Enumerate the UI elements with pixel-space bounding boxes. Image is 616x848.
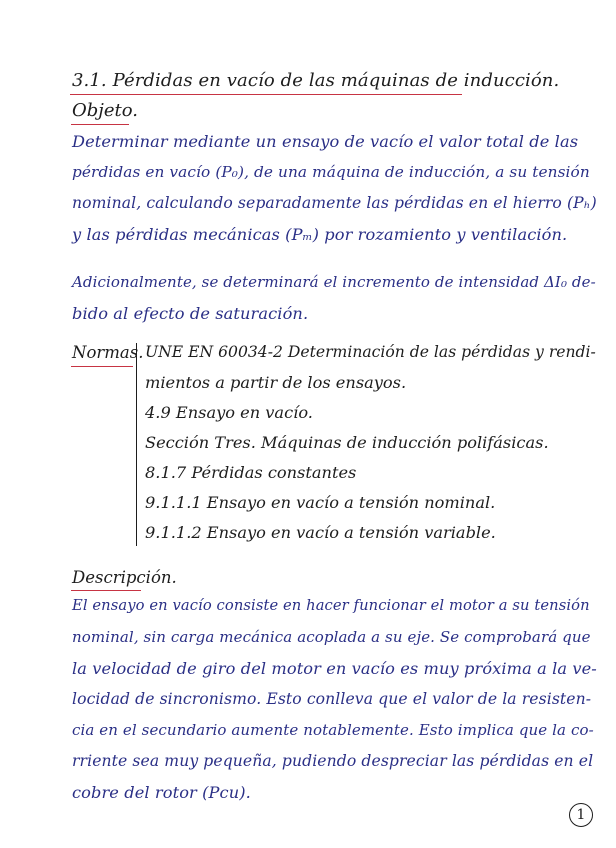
section-heading: 3.1. Pérdidas en vacío de las máquinas de inducción. bbox=[72, 70, 560, 91]
objective-line-3: nominal, calculando separadamente las pérdidas en el hierro (Pₕ) bbox=[72, 194, 597, 212]
objective-line-2: pérdidas en vacío (P₀), de una máquina de inducción, a su tensión bbox=[72, 163, 590, 181]
description-line-6: rriente sea muy pequeña, pudiendo despreciar las pérdidas en el bbox=[72, 752, 594, 770]
objective-line-4: y las pérdidas mecánicas (Pₘ) por rozamiento y ventilación. bbox=[72, 225, 568, 244]
heading-underline bbox=[70, 94, 462, 95]
description-line-2: nominal, sin carga mecánica acoplada a su eje. Se comprobará que bbox=[72, 628, 591, 646]
norm-line-3: 4.9 Ensayo en vacío. bbox=[145, 403, 313, 422]
norm-line-2: mientos a partir de los ensayos. bbox=[145, 373, 407, 392]
page-number-badge: 1 bbox=[569, 803, 593, 827]
objective-line-1: Determinar mediante un ensayo de vacío el valor total de las bbox=[72, 132, 579, 151]
description-line-5: cia en el secundario aumente notablemente. Esto implica que la co- bbox=[72, 721, 594, 739]
description-line-7: cobre del rotor (Pcu). bbox=[72, 783, 251, 802]
description-underline bbox=[71, 590, 141, 591]
additional-line-2: bido al efecto de saturación. bbox=[72, 304, 309, 323]
norms-title: Normas. bbox=[72, 343, 144, 362]
description-line-3: la velocidad de giro del motor en vacío es muy próxima a la ve- bbox=[72, 659, 597, 678]
norms-underline bbox=[71, 366, 133, 367]
description-line-1: El ensayo en vacío consiste en hacer funcionar el motor a su tensión bbox=[72, 597, 590, 614]
objective-title: Objeto. bbox=[72, 100, 138, 121]
objective-underline bbox=[71, 124, 129, 125]
norm-line-6: 9.1.1.1 Ensayo en vacío a tensión nominal. bbox=[145, 493, 496, 512]
norm-line-7: 9.1.1.2 Ensayo en vacío a tensión variable. bbox=[145, 523, 496, 542]
description-line-4: locidad de sincronismo. Esto conlleva que el valor de la resisten- bbox=[72, 690, 592, 708]
additional-line-1: Adicionalmente, se determinará el incremento de intensidad ΔI₀ de- bbox=[72, 273, 596, 291]
norm-line-5: 8.1.7 Pérdidas constantes bbox=[145, 463, 357, 482]
description-title: Descripción. bbox=[72, 568, 177, 587]
norm-line-1: UNE EN 60034-2 Determinación de las pérdidas y rendi- bbox=[145, 343, 596, 361]
norms-divider bbox=[136, 343, 137, 546]
norm-line-4: Sección Tres. Máquinas de inducción polifásicas. bbox=[145, 433, 549, 452]
